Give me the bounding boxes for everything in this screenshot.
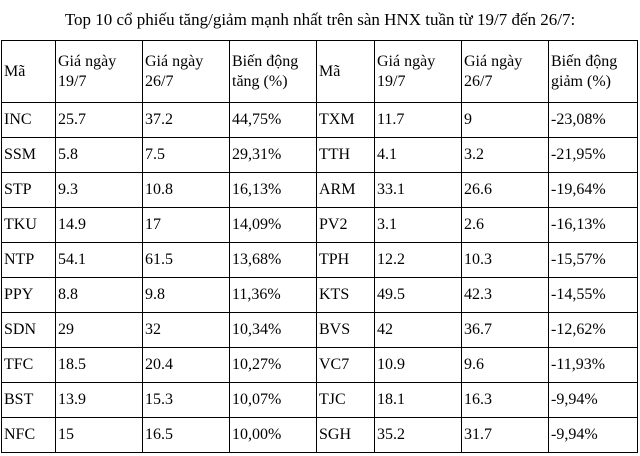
cell-loser-code: PV2	[317, 208, 375, 243]
cell-gainer-code: NFC	[2, 418, 56, 453]
cell-gain-percent: 14,09%	[230, 208, 317, 243]
cell-loser-code: TPH	[317, 243, 375, 278]
cell-loser-price-end: 2.6	[462, 208, 549, 243]
cell-gainer-code: PPY	[2, 278, 56, 313]
cell-gain-percent: 44,75%	[230, 103, 317, 138]
cell-gain-percent: 10,27%	[230, 348, 317, 383]
cell-gainer-price-end: 20.4	[143, 348, 230, 383]
cell-loser-code: TJC	[317, 383, 375, 418]
header-cell-gainer-code: Mã	[2, 41, 56, 103]
cell-gainer-code: SDN	[2, 313, 56, 348]
cell-loser-price-end: 3.2	[462, 138, 549, 173]
cell-loser-code: BVS	[317, 313, 375, 348]
cell-gainer-price-end: 15.3	[143, 383, 230, 418]
cell-gain-percent: 29,31%	[230, 138, 317, 173]
cell-gainer-code: NTP	[2, 243, 56, 278]
cell-loser-price-start: 35.2	[375, 418, 462, 453]
cell-gainer-price-end: 7.5	[143, 138, 230, 173]
cell-loss-percent: -15,57%	[549, 243, 638, 278]
cell-gainer-code: TKU	[2, 208, 56, 243]
cell-gainer-code: INC	[2, 103, 56, 138]
header-row	[2, 41, 638, 103]
header-cell-loser-price-start: Giá ngày 19/7	[375, 41, 462, 103]
table-row	[2, 313, 638, 348]
cell-gainer-price-start: 5.8	[56, 138, 143, 173]
cell-gain-percent: 10,34%	[230, 313, 317, 348]
cell-gainer-price-start: 8.8	[56, 278, 143, 313]
cell-loser-price-start: 42	[375, 313, 462, 348]
cell-gainer-code: SSM	[2, 138, 56, 173]
cell-loser-price-start: 10.9	[375, 348, 462, 383]
stock-movers-table	[1, 40, 638, 453]
header-cell-gainer-price-start: Giá ngày 19/7	[56, 41, 143, 103]
cell-gain-percent: 11,36%	[230, 278, 317, 313]
cell-loser-price-start: 11.7	[375, 103, 462, 138]
cell-loss-percent: -9,94%	[549, 418, 638, 453]
table-row	[2, 383, 638, 418]
cell-loss-percent: -16,13%	[549, 208, 638, 243]
cell-gainer-price-end: 37.2	[143, 103, 230, 138]
cell-loser-price-start: 33.1	[375, 173, 462, 208]
table-row	[2, 418, 638, 453]
cell-loss-percent: -23,08%	[549, 103, 638, 138]
cell-loser-price-end: 26.6	[462, 173, 549, 208]
cell-loser-price-end: 42.3	[462, 278, 549, 313]
cell-loss-percent: -12,62%	[549, 313, 638, 348]
cell-loser-price-start: 3.1	[375, 208, 462, 243]
cell-loser-price-start: 12.2	[375, 243, 462, 278]
cell-gainer-price-end: 9.8	[143, 278, 230, 313]
cell-loser-code: SGH	[317, 418, 375, 453]
table-row	[2, 243, 638, 278]
table-row	[2, 208, 638, 243]
cell-loss-percent: -19,64%	[549, 173, 638, 208]
cell-gain-percent: 10,07%	[230, 383, 317, 418]
cell-gainer-price-start: 18.5	[56, 348, 143, 383]
table-row	[2, 173, 638, 208]
cell-gainer-code: TFC	[2, 348, 56, 383]
cell-loser-price-start: 49.5	[375, 278, 462, 313]
header-cell-loser-price-end: Giá ngày 26/7	[462, 41, 549, 103]
table-row	[2, 348, 638, 383]
header-cell-gainer-price-end: Giá ngày 26/7	[143, 41, 230, 103]
table-row	[2, 138, 638, 173]
cell-loss-percent: -9,94%	[549, 383, 638, 418]
cell-loser-price-start: 18.1	[375, 383, 462, 418]
cell-gain-percent: 13,68%	[230, 243, 317, 278]
cell-loser-code: VC7	[317, 348, 375, 383]
cell-gainer-code: STP	[2, 173, 56, 208]
cell-gainer-code: BST	[2, 383, 56, 418]
cell-loser-price-end: 31.7	[462, 418, 549, 453]
cell-loss-percent: -11,93%	[549, 348, 638, 383]
cell-gainer-price-end: 61.5	[143, 243, 230, 278]
cell-gainer-price-start: 14.9	[56, 208, 143, 243]
cell-gainer-price-end: 32	[143, 313, 230, 348]
cell-gainer-price-start: 13.9	[56, 383, 143, 418]
header-cell-loser-code: Mã	[317, 41, 375, 103]
table-body	[2, 103, 638, 453]
cell-gain-percent: 16,13%	[230, 173, 317, 208]
cell-loser-price-end: 9	[462, 103, 549, 138]
cell-loser-price-end: 16.3	[462, 383, 549, 418]
cell-loser-price-end: 10.3	[462, 243, 549, 278]
cell-loser-price-end: 9.6	[462, 348, 549, 383]
cell-loser-code: TTH	[317, 138, 375, 173]
cell-gain-percent: 10,00%	[230, 418, 317, 453]
table-row	[2, 103, 638, 138]
cell-loss-percent: -14,55%	[549, 278, 638, 313]
table-caption: Top 10 cổ phiếu tăng/giảm mạnh nhất trên sàn HNX tuần từ 19/7 đến 26/7:	[64, 10, 576, 29]
cell-gainer-price-end: 17	[143, 208, 230, 243]
table-row	[2, 278, 638, 313]
header-cell-gain-percent: Biến động tăng (%)	[230, 41, 317, 103]
cell-gainer-price-end: 10.8	[143, 173, 230, 208]
cell-loser-price-start: 4.1	[375, 138, 462, 173]
cell-gainer-price-end: 16.5	[143, 418, 230, 453]
header-cell-loss-percent: Biến động giảm (%)	[549, 41, 638, 103]
cell-loser-price-end: 36.7	[462, 313, 549, 348]
cell-loss-percent: -21,95%	[549, 138, 638, 173]
cell-gainer-price-start: 9.3	[56, 173, 143, 208]
cell-gainer-price-start: 54.1	[56, 243, 143, 278]
cell-gainer-price-start: 29	[56, 313, 143, 348]
cell-loser-code: KTS	[317, 278, 375, 313]
cell-loser-code: TXM	[317, 103, 375, 138]
cell-gainer-price-start: 15	[56, 418, 143, 453]
cell-loser-code: ARM	[317, 173, 375, 208]
cell-gainer-price-start: 25.7	[56, 103, 143, 138]
